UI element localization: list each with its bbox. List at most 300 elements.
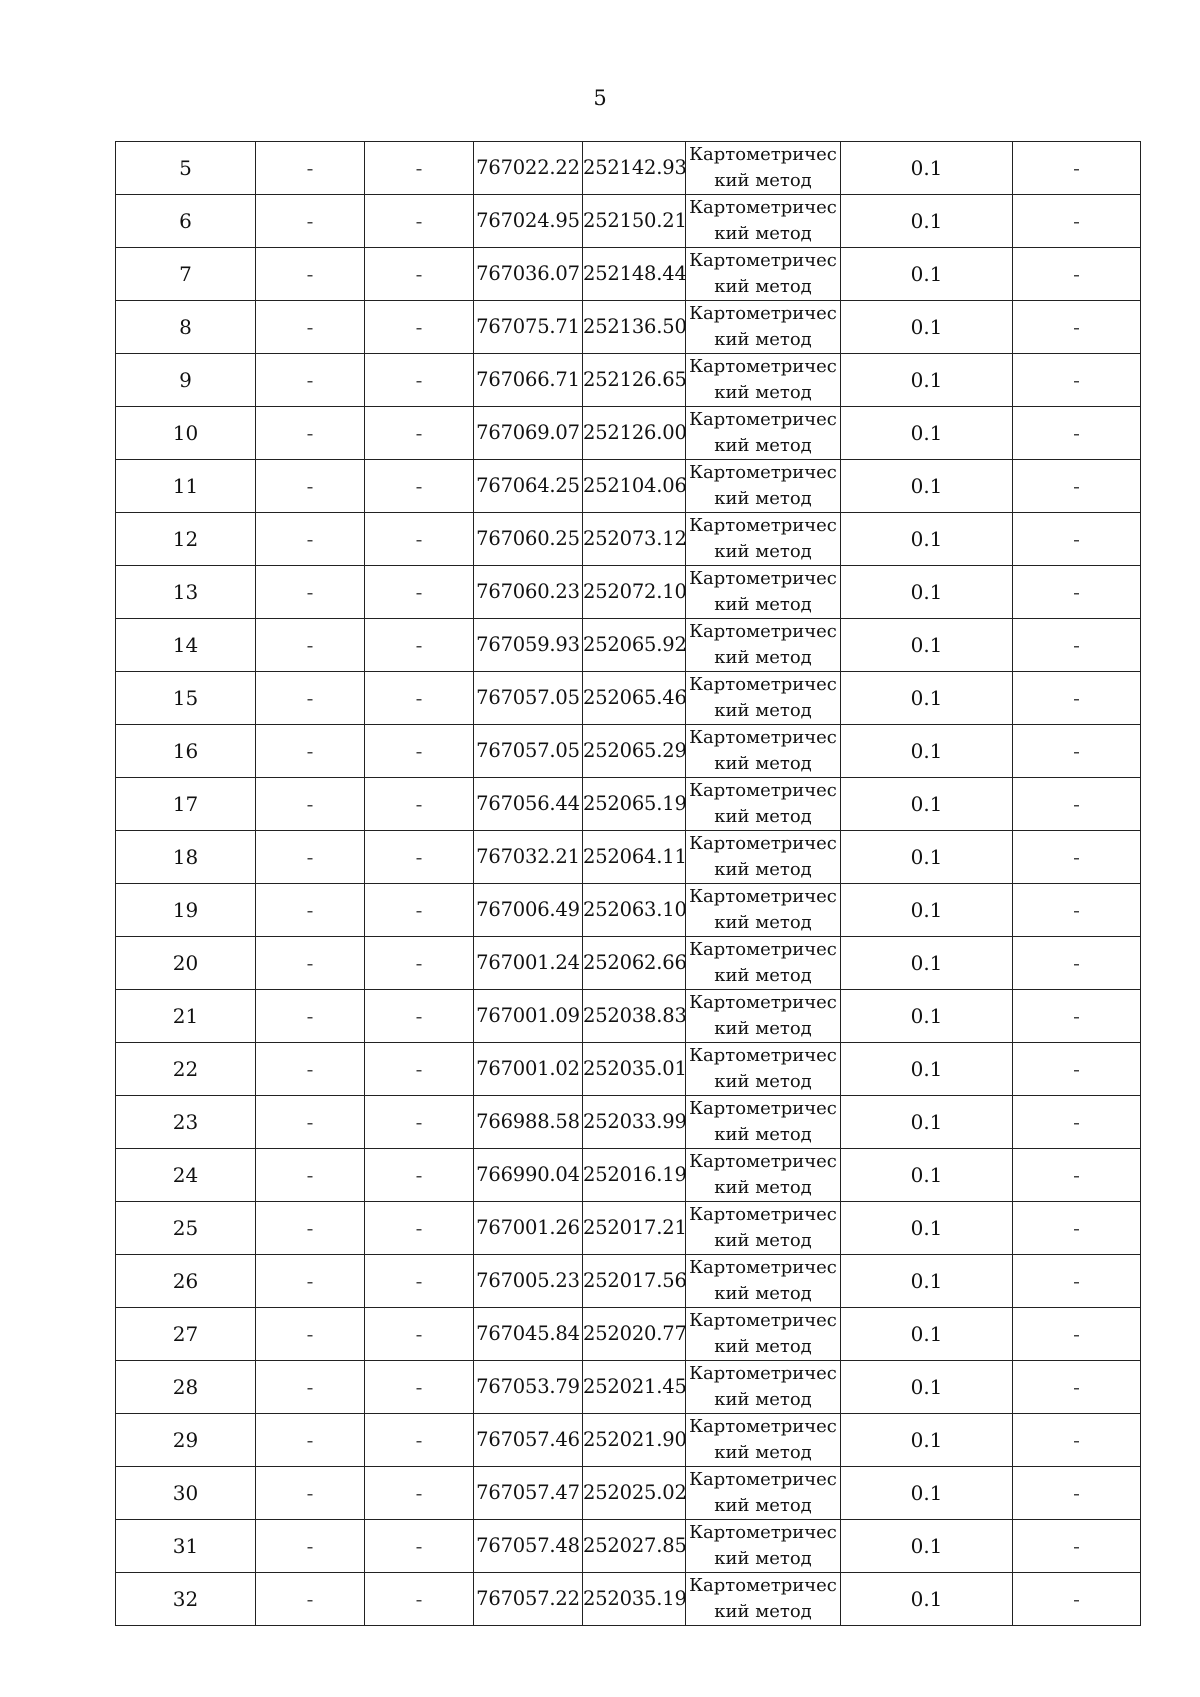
table-row <box>116 619 1141 672</box>
x-coordinate-cell: 767056.44 <box>474 778 583 831</box>
point-number-cell: 18 <box>116 831 256 884</box>
accuracy-cell: 0.1 <box>841 1149 1013 1202</box>
method-cell <box>686 1361 841 1414</box>
method-line-1: Картометричес <box>689 833 837 854</box>
y-coordinate-cell: 252016.19 <box>583 1149 686 1202</box>
method-line-1: Картометричес <box>689 409 837 430</box>
x-coordinate-cell: 767066.71 <box>474 354 583 407</box>
description-cell: - <box>1013 1043 1141 1096</box>
accuracy-cell: 0.1 <box>841 1467 1013 1520</box>
empty-value-cell: - <box>256 1255 365 1308</box>
table-row <box>116 725 1141 778</box>
y-coordinate-cell: 252033.99 <box>583 1096 686 1149</box>
empty-value-cell: - <box>256 1149 365 1202</box>
description-cell: - <box>1013 1202 1141 1255</box>
empty-value-cell: - <box>256 142 365 195</box>
x-coordinate-cell: 767022.22 <box>474 142 583 195</box>
table-row <box>116 1308 1141 1361</box>
accuracy-cell: 0.1 <box>841 1414 1013 1467</box>
empty-value-cell: - <box>256 1308 365 1361</box>
method-line-2: кий метод <box>714 806 812 827</box>
point-number-cell: 28 <box>116 1361 256 1414</box>
x-coordinate-cell: 767024.95 <box>474 195 583 248</box>
y-coordinate-cell: 252065.19 <box>583 778 686 831</box>
point-number-cell: 13 <box>116 566 256 619</box>
description-cell: - <box>1013 1096 1141 1149</box>
point-number-cell: 10 <box>116 407 256 460</box>
method-line-2: кий метод <box>714 488 812 509</box>
method-line-1: Картометричес <box>689 356 837 377</box>
method-cell <box>686 566 841 619</box>
method-line-2: кий метод <box>714 912 812 933</box>
x-coordinate-cell: 767075.71 <box>474 301 583 354</box>
method-line-2: кий метод <box>714 1495 812 1516</box>
method-line-2: кий метод <box>714 1548 812 1569</box>
empty-value-cell: - <box>256 1202 365 1255</box>
empty-value-cell: - <box>256 195 365 248</box>
accuracy-cell: 0.1 <box>841 142 1013 195</box>
x-coordinate-cell: 767060.23 <box>474 566 583 619</box>
empty-value-cell: - <box>365 1308 474 1361</box>
method-line-2: кий метод <box>714 541 812 562</box>
table-row <box>116 301 1141 354</box>
empty-value-cell: - <box>365 1520 474 1573</box>
table-row <box>116 195 1141 248</box>
accuracy-cell: 0.1 <box>841 354 1013 407</box>
y-coordinate-cell: 252035.01 <box>583 1043 686 1096</box>
method-cell <box>686 619 841 672</box>
point-number-cell: 11 <box>116 460 256 513</box>
method-line-2: кий метод <box>714 276 812 297</box>
method-line-2: кий метод <box>714 223 812 244</box>
empty-value-cell: - <box>365 354 474 407</box>
description-cell: - <box>1013 1255 1141 1308</box>
point-number-cell: 21 <box>116 990 256 1043</box>
accuracy-cell: 0.1 <box>841 884 1013 937</box>
accuracy-cell: 0.1 <box>841 248 1013 301</box>
point-number-cell: 29 <box>116 1414 256 1467</box>
page-number: 5 <box>593 86 607 110</box>
method-line-1: Картометричес <box>689 674 837 695</box>
y-coordinate-cell: 252021.90 <box>583 1414 686 1467</box>
table-row <box>116 1414 1141 1467</box>
method-line-2: кий метод <box>714 1283 812 1304</box>
point-number-cell: 14 <box>116 619 256 672</box>
empty-value-cell: - <box>365 301 474 354</box>
x-coordinate-cell: 767064.25 <box>474 460 583 513</box>
method-line-1: Картометричес <box>689 1204 837 1225</box>
description-cell: - <box>1013 884 1141 937</box>
method-line-2: кий метод <box>714 329 812 350</box>
point-number-cell: 32 <box>116 1573 256 1626</box>
empty-value-cell: - <box>256 831 365 884</box>
method-cell <box>686 884 841 937</box>
empty-value-cell: - <box>256 990 365 1043</box>
empty-value-cell: - <box>365 1096 474 1149</box>
accuracy-cell: 0.1 <box>841 566 1013 619</box>
empty-value-cell: - <box>365 1149 474 1202</box>
point-number-cell: 9 <box>116 354 256 407</box>
description-cell: - <box>1013 619 1141 672</box>
table-row <box>116 407 1141 460</box>
accuracy-cell: 0.1 <box>841 1573 1013 1626</box>
description-cell: - <box>1013 1573 1141 1626</box>
y-coordinate-cell: 252148.44 <box>583 248 686 301</box>
x-coordinate-cell: 767036.07 <box>474 248 583 301</box>
description-cell: - <box>1013 937 1141 990</box>
x-coordinate-cell: 767057.22 <box>474 1573 583 1626</box>
empty-value-cell: - <box>256 725 365 778</box>
method-line-1: Картометричес <box>689 1151 837 1172</box>
empty-value-cell: - <box>365 937 474 990</box>
accuracy-cell: 0.1 <box>841 725 1013 778</box>
empty-value-cell: - <box>256 407 365 460</box>
accuracy-cell: 0.1 <box>841 1202 1013 1255</box>
description-cell: - <box>1013 513 1141 566</box>
empty-value-cell: - <box>256 513 365 566</box>
empty-value-cell: - <box>256 937 365 990</box>
x-coordinate-cell: 767060.25 <box>474 513 583 566</box>
point-number-cell: 6 <box>116 195 256 248</box>
x-coordinate-cell: 767057.46 <box>474 1414 583 1467</box>
empty-value-cell: - <box>256 354 365 407</box>
method-line-2: кий метод <box>714 1177 812 1198</box>
method-cell <box>686 248 841 301</box>
x-coordinate-cell: 767059.93 <box>474 619 583 672</box>
method-line-1: Картометричес <box>689 780 837 801</box>
x-coordinate-cell: 766988.58 <box>474 1096 583 1149</box>
accuracy-cell: 0.1 <box>841 195 1013 248</box>
method-cell <box>686 1255 841 1308</box>
y-coordinate-cell: 252104.06 <box>583 460 686 513</box>
method-line-1: Картометричес <box>689 727 837 748</box>
method-line-1: Картометричес <box>689 1257 837 1278</box>
description-cell: - <box>1013 672 1141 725</box>
empty-value-cell: - <box>365 1255 474 1308</box>
table-row <box>116 990 1141 1043</box>
method-cell <box>686 1202 841 1255</box>
method-cell <box>686 937 841 990</box>
method-cell <box>686 1467 841 1520</box>
method-cell <box>686 142 841 195</box>
empty-value-cell: - <box>256 1520 365 1573</box>
empty-value-cell: - <box>365 407 474 460</box>
empty-value-cell: - <box>256 1361 365 1414</box>
accuracy-cell: 0.1 <box>841 778 1013 831</box>
x-coordinate-cell: 767057.05 <box>474 672 583 725</box>
method-line-2: кий метод <box>714 1071 812 1092</box>
description-cell: - <box>1013 248 1141 301</box>
method-cell <box>686 301 841 354</box>
method-cell <box>686 990 841 1043</box>
description-cell: - <box>1013 142 1141 195</box>
empty-value-cell: - <box>365 990 474 1043</box>
y-coordinate-cell: 252062.66 <box>583 937 686 990</box>
table-row <box>116 778 1141 831</box>
y-coordinate-cell: 252126.00 <box>583 407 686 460</box>
point-number-cell: 20 <box>116 937 256 990</box>
method-line-2: кий метод <box>714 382 812 403</box>
description-cell: - <box>1013 990 1141 1043</box>
x-coordinate-cell: 767001.02 <box>474 1043 583 1096</box>
method-line-2: кий метод <box>714 859 812 880</box>
accuracy-cell: 0.1 <box>841 1520 1013 1573</box>
empty-value-cell: - <box>256 1573 365 1626</box>
method-line-1: Картометричес <box>689 1098 837 1119</box>
method-line-1: Картометричес <box>689 1045 837 1066</box>
empty-value-cell: - <box>365 619 474 672</box>
coordinates-table <box>115 141 1141 1626</box>
table-row <box>116 248 1141 301</box>
method-cell <box>686 672 841 725</box>
method-line-1: Картометричес <box>689 303 837 324</box>
method-line-2: кий метод <box>714 594 812 615</box>
method-cell <box>686 1149 841 1202</box>
point-number-cell: 16 <box>116 725 256 778</box>
empty-value-cell: - <box>365 1414 474 1467</box>
method-cell <box>686 778 841 831</box>
empty-value-cell: - <box>256 1414 365 1467</box>
description-cell: - <box>1013 1467 1141 1520</box>
method-line-1: Картометричес <box>689 197 837 218</box>
accuracy-cell: 0.1 <box>841 513 1013 566</box>
point-number-cell: 23 <box>116 1096 256 1149</box>
empty-value-cell: - <box>256 566 365 619</box>
accuracy-cell: 0.1 <box>841 990 1013 1043</box>
table-row <box>116 1361 1141 1414</box>
table-row <box>116 1149 1141 1202</box>
empty-value-cell: - <box>365 566 474 619</box>
x-coordinate-cell: 767057.47 <box>474 1467 583 1520</box>
y-coordinate-cell: 252017.56 <box>583 1255 686 1308</box>
method-line-1: Картометричес <box>689 462 837 483</box>
description-cell: - <box>1013 725 1141 778</box>
method-line-1: Картометричес <box>689 1416 837 1437</box>
empty-value-cell: - <box>256 672 365 725</box>
method-line-2: кий метод <box>714 1230 812 1251</box>
description-cell: - <box>1013 831 1141 884</box>
method-cell <box>686 1043 841 1096</box>
table-row <box>116 513 1141 566</box>
description-cell: - <box>1013 460 1141 513</box>
x-coordinate-cell: 767006.49 <box>474 884 583 937</box>
accuracy-cell: 0.1 <box>841 937 1013 990</box>
description-cell: - <box>1013 1149 1141 1202</box>
point-number-cell: 26 <box>116 1255 256 1308</box>
description-cell: - <box>1013 566 1141 619</box>
y-coordinate-cell: 252150.21 <box>583 195 686 248</box>
accuracy-cell: 0.1 <box>841 672 1013 725</box>
table-row <box>116 1096 1141 1149</box>
method-cell <box>686 831 841 884</box>
x-coordinate-cell: 767057.05 <box>474 725 583 778</box>
method-line-2: кий метод <box>714 753 812 774</box>
point-number-cell: 7 <box>116 248 256 301</box>
y-coordinate-cell: 252027.85 <box>583 1520 686 1573</box>
point-number-cell: 31 <box>116 1520 256 1573</box>
table-row <box>116 1043 1141 1096</box>
description-cell: - <box>1013 354 1141 407</box>
empty-value-cell: - <box>256 1043 365 1096</box>
x-coordinate-cell: 767069.07 <box>474 407 583 460</box>
accuracy-cell: 0.1 <box>841 619 1013 672</box>
description-cell: - <box>1013 778 1141 831</box>
y-coordinate-cell: 252065.46 <box>583 672 686 725</box>
y-coordinate-cell: 252064.11 <box>583 831 686 884</box>
method-line-2: кий метод <box>714 1389 812 1410</box>
x-coordinate-cell: 767045.84 <box>474 1308 583 1361</box>
method-line-1: Картометричес <box>689 1575 837 1596</box>
y-coordinate-cell: 252072.10 <box>583 566 686 619</box>
empty-value-cell: - <box>365 142 474 195</box>
method-line-1: Картометричес <box>689 992 837 1013</box>
empty-value-cell: - <box>365 513 474 566</box>
point-number-cell: 22 <box>116 1043 256 1096</box>
point-number-cell: 12 <box>116 513 256 566</box>
y-coordinate-cell: 252142.93 <box>583 142 686 195</box>
empty-value-cell: - <box>256 619 365 672</box>
empty-value-cell: - <box>256 884 365 937</box>
point-number-cell: 24 <box>116 1149 256 1202</box>
empty-value-cell: - <box>365 1043 474 1096</box>
x-coordinate-cell: 766990.04 <box>474 1149 583 1202</box>
method-line-2: кий метод <box>714 1442 812 1463</box>
x-coordinate-cell: 767053.79 <box>474 1361 583 1414</box>
point-number-cell: 27 <box>116 1308 256 1361</box>
empty-value-cell: - <box>365 1467 474 1520</box>
description-cell: - <box>1013 1520 1141 1573</box>
method-line-2: кий метод <box>714 1336 812 1357</box>
x-coordinate-cell: 767001.24 <box>474 937 583 990</box>
empty-value-cell: - <box>256 1467 365 1520</box>
method-line-1: Картометричес <box>689 886 837 907</box>
y-coordinate-cell: 252021.45 <box>583 1361 686 1414</box>
method-cell <box>686 1414 841 1467</box>
x-coordinate-cell: 767001.09 <box>474 990 583 1043</box>
empty-value-cell: - <box>256 778 365 831</box>
method-line-1: Картометричес <box>689 568 837 589</box>
method-line-2: кий метод <box>714 435 812 456</box>
y-coordinate-cell: 252065.29 <box>583 725 686 778</box>
method-line-1: Картометричес <box>689 515 837 536</box>
method-line-1: Картометричес <box>689 1363 837 1384</box>
accuracy-cell: 0.1 <box>841 301 1013 354</box>
y-coordinate-cell: 252063.10 <box>583 884 686 937</box>
accuracy-cell: 0.1 <box>841 1255 1013 1308</box>
method-cell <box>686 195 841 248</box>
table-row <box>116 672 1141 725</box>
empty-value-cell: - <box>365 460 474 513</box>
method-line-1: Картометричес <box>689 250 837 271</box>
y-coordinate-cell: 252017.21 <box>583 1202 686 1255</box>
point-number-cell: 30 <box>116 1467 256 1520</box>
method-cell <box>686 354 841 407</box>
empty-value-cell: - <box>365 1361 474 1414</box>
point-number-cell: 25 <box>116 1202 256 1255</box>
method-line-2: кий метод <box>714 1601 812 1622</box>
method-line-1: Картометричес <box>689 1469 837 1490</box>
empty-value-cell: - <box>365 672 474 725</box>
point-number-cell: 15 <box>116 672 256 725</box>
accuracy-cell: 0.1 <box>841 1096 1013 1149</box>
method-line-1: Картометричес <box>689 1522 837 1543</box>
accuracy-cell: 0.1 <box>841 1308 1013 1361</box>
method-cell <box>686 1308 841 1361</box>
empty-value-cell: - <box>365 884 474 937</box>
table-row <box>116 1520 1141 1573</box>
empty-value-cell: - <box>256 460 365 513</box>
method-line-1: Картометричес <box>689 1310 837 1331</box>
method-cell <box>686 1096 841 1149</box>
method-line-1: Картометричес <box>689 939 837 960</box>
accuracy-cell: 0.1 <box>841 460 1013 513</box>
method-line-2: кий метод <box>714 1124 812 1145</box>
x-coordinate-cell: 767001.26 <box>474 1202 583 1255</box>
x-coordinate-cell: 767057.48 <box>474 1520 583 1573</box>
point-number-cell: 17 <box>116 778 256 831</box>
y-coordinate-cell: 252020.77 <box>583 1308 686 1361</box>
table-row <box>116 937 1141 990</box>
y-coordinate-cell: 252035.19 <box>583 1573 686 1626</box>
accuracy-cell: 0.1 <box>841 407 1013 460</box>
method-cell <box>686 1573 841 1626</box>
accuracy-cell: 0.1 <box>841 1361 1013 1414</box>
x-coordinate-cell: 767005.23 <box>474 1255 583 1308</box>
accuracy-cell: 0.1 <box>841 1043 1013 1096</box>
y-coordinate-cell: 252038.83 <box>583 990 686 1043</box>
method-line-1: Картометричес <box>689 144 837 165</box>
table-body <box>116 142 1141 1626</box>
point-number-cell: 8 <box>116 301 256 354</box>
point-number-cell: 5 <box>116 142 256 195</box>
description-cell: - <box>1013 1414 1141 1467</box>
table-row <box>116 831 1141 884</box>
accuracy-cell: 0.1 <box>841 831 1013 884</box>
y-coordinate-cell: 252025.02 <box>583 1467 686 1520</box>
description-cell: - <box>1013 195 1141 248</box>
empty-value-cell: - <box>365 195 474 248</box>
y-coordinate-cell: 252073.12 <box>583 513 686 566</box>
method-line-2: кий метод <box>714 647 812 668</box>
y-coordinate-cell: 252065.92 <box>583 619 686 672</box>
description-cell: - <box>1013 1361 1141 1414</box>
method-line-2: кий метод <box>714 170 812 191</box>
empty-value-cell: - <box>256 301 365 354</box>
table-row <box>116 142 1141 195</box>
x-coordinate-cell: 767032.21 <box>474 831 583 884</box>
description-cell: - <box>1013 407 1141 460</box>
table-row <box>116 1573 1141 1626</box>
empty-value-cell: - <box>365 1573 474 1626</box>
table-row <box>116 460 1141 513</box>
empty-value-cell: - <box>365 831 474 884</box>
table-row <box>116 884 1141 937</box>
point-number-cell: 19 <box>116 884 256 937</box>
empty-value-cell: - <box>365 778 474 831</box>
empty-value-cell: - <box>365 725 474 778</box>
empty-value-cell: - <box>365 248 474 301</box>
method-line-1: Картометричес <box>689 621 837 642</box>
empty-value-cell: - <box>365 1202 474 1255</box>
description-cell: - <box>1013 301 1141 354</box>
empty-value-cell: - <box>256 248 365 301</box>
method-line-2: кий метод <box>714 1018 812 1039</box>
method-cell <box>686 513 841 566</box>
table-row <box>116 566 1141 619</box>
method-line-2: кий метод <box>714 700 812 721</box>
method-cell <box>686 725 841 778</box>
table-row <box>116 1202 1141 1255</box>
